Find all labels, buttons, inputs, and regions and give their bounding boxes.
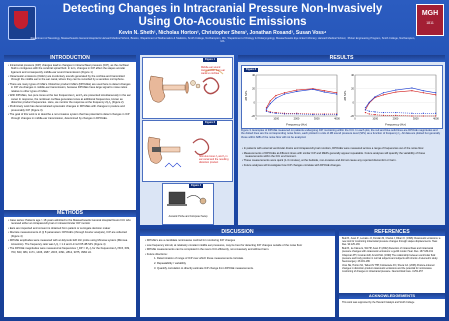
x-tick-label: 1000: [372, 117, 379, 121]
figure-2-callout: Stimulus tones f₁ and f₂ in ear canal and the resulting distortion product: [199, 155, 229, 164]
y-tick-label: 20: [252, 87, 255, 91]
plot-area: [253, 75, 337, 116]
intro-bullet: • Otoacoustic emissions (OAE's) are involuntary sounds generated by the cochlea and transmitted through the middle ear to the ear canal, where they can be recorded by a sensitive microphone.: [8, 75, 125, 82]
methods-bullet: • Ears are inspected and consent is obtained from patient or surrogate decision maker: [8, 226, 111, 230]
discussion-item: 2. Repeatability / variability: [154, 261, 186, 265]
data-point: [395, 115, 396, 116]
poster-header: [0, 0, 449, 55]
data-point: [365, 107, 366, 108]
data-point: [395, 91, 396, 92]
discussion-heading: DISCUSSION: [140, 229, 335, 236]
data-point: [365, 109, 366, 110]
data-point: [324, 114, 325, 115]
data-point: [374, 114, 375, 115]
figure-3-caption: Figure 3. Examples of DPOAE measured on patients undergoing ICP monitoring within the ICU. In each plot, the red and blue solid lines are DPOAE magnitudes and the dotted lines are the corresponding noise floors, each plotted in units of dB sound pressure level (SPL) as a function of frequency f₂. All data are plotted but generally those within 6dB of the noise floor will not be analyzed.: [241, 129, 441, 139]
shield-icon: [14, 11, 28, 29]
affiliations: ¹Department of Neurology, Massachusetts General Hospital & Harvard Medical School, Boston, ²Department of Mathematics & Statistics, Smith College, Northampton, MA, ³Department of Otology & Otolaryngology, Massachusetts Eye & Ear Infirmary, Harvard Medical School, ⁴Picker Engineering Program, Smith College, Northampton, MA: [30, 37, 416, 44]
x-tick-label: 3000: [412, 117, 419, 121]
references-heading: REFERENCES: [339, 229, 445, 236]
results-bullet: • Measurements of DPOAEs at different times with similar ICP and MEPs generally appear repeatable. Future analyses will quantify the variability of these measurements within the ICU environment.: [242, 151, 426, 158]
reference-item: Chapman PH, Cosman ER, Arnold MA. (1990) The relationship between ventricular fluid pressure and body position in normal subjects and subjects with shunts: A telemetric study. Neurosurgery. 26:181-189: [342, 254, 438, 263]
intro-bullet: • Intracranial pressure (ICP) changes lead to changes in intracochlear pressure (ICP), as the cochlear fluid is contiguous with the cerebral spinal fluid. In turn, changes in ICP affect the stapes annular ligament and consequently middle-ear sound transmission (Figure 1): [8, 64, 129, 74]
ear-canal-shape: [160, 147, 180, 152]
data-point: [266, 111, 267, 112]
acknowledgements-heading: ACKNOWLEDGEMENTS: [339, 293, 445, 299]
discussion-bullet: • Low frequency stimuli, at relatively constant middle ear pressures, may be best for detecting ICP changes outside of the noise floor: [145, 243, 303, 247]
intro-bullet: • The goal of this work is to describe a non-invasive system that has potential to detect changes in ICP through changes in middle-ear transmission, determined by changes in DPOAEs.: [8, 113, 130, 120]
ear-canal-shape: [163, 85, 185, 90]
methods-bullet: • Case series: Patients age > 18 years admitted to the Massachusetts General Hospital Neuro ICU who received either an intraparenchymal or intraventricular ICP monitor: [8, 219, 131, 226]
results-bullet: • In patients with external ventricular drains and intraparenchymal monitors, DPOAEs were measured across a range of frequencies out of the noise floor.: [242, 147, 425, 150]
data-point: [369, 102, 370, 103]
data-point: [374, 111, 375, 112]
x-tick-label: 4000: [433, 117, 439, 121]
data-point: [435, 113, 436, 114]
data-point: [296, 113, 297, 114]
results-body: [241, 147, 441, 169]
data-point: [435, 94, 436, 95]
left-column: [4, 55, 136, 317]
data-point: [423, 92, 424, 93]
acknowledgements-body: This work was supported by the Harvard Catalyst and Smith College: [342, 301, 415, 304]
y-axis-label: dB SPL: [343, 90, 347, 101]
data-point: [411, 90, 412, 91]
y-tick-label: 0: [352, 101, 354, 105]
dpoae-diagram: [143, 121, 232, 181]
figure-4-caption: Acoustic Probe and Computer Setup: [168, 215, 208, 218]
intro-bullet: • With DPOAEs, two pure tones at the two frequencies f₁ and f₂ are presented simultaneously in the ear canal. In response, the nonlinear cochlea generates tones at additional frequencies, known as distortion product frequencies. Here, we monitor the response at the frequency 2f₁-f₂ (Figure 2).: [8, 94, 131, 104]
data-point: [423, 90, 424, 91]
discussion-bullet: • DPOAE measurements can be completed in the neuro ICU efficiently, non-invasively and without harm.: [145, 248, 270, 252]
data-point: [365, 112, 366, 113]
data-point: [369, 113, 370, 114]
y-tick-label: 40: [252, 74, 255, 77]
mgh-logo-text: MGH: [421, 10, 439, 17]
reference-item: Voss SE, Horton NJ, Tabucchi THP, Folowosele FO, Shera CA. (2006) Posture-induced changes in distortion-product otoacoustic emissions and the potential for noninvasive monitoring of changes in intracranial pressure. Neurocritical Care. 4:251-257: [342, 264, 435, 273]
figure-2-label: Figure 2: [205, 121, 216, 124]
data-point: [435, 115, 436, 116]
y-tick-label: 40: [351, 74, 354, 77]
data-point: [324, 91, 325, 92]
discussion-item: 3. Quantify correlation to directly estimate ICP change from DPOAE measurements.: [154, 266, 254, 270]
plot-area: [352, 75, 436, 116]
dpoae-chart-right: [343, 69, 439, 127]
x-tick-label: 0: [255, 117, 257, 121]
figure-4: [162, 183, 214, 225]
reference-item: Buki B., de Kleine E, Wit HP, Avan P. (2002) Detection of intracochlear and intracranial pressure changes with otoacoustic emissions: a gerbil model. Hear. Res. 167:180-191: [342, 247, 434, 253]
figure-1-callout: Middle-ear sound transmission from ear canal to cochlea: [201, 66, 226, 75]
data-point: [270, 112, 271, 113]
data-point: [374, 96, 375, 97]
data-point: [336, 114, 337, 115]
mgh-logo: [416, 4, 444, 36]
data-point: [395, 89, 396, 90]
data-point: [266, 109, 267, 110]
data-point: [275, 98, 276, 99]
figure-2: [142, 120, 233, 182]
results-bullet: • Future analyses will investigate how ICP changes correlate with DPOAE changes.: [242, 164, 342, 168]
methods-bullet: • Discrete measurements of (i) 8 parameters: DPOAE's (through Fourier analysis), ICP are collected (Figure 4): [8, 231, 127, 238]
laptop-base-shape: [167, 204, 187, 206]
data-point: [296, 89, 297, 90]
intro-bullet: • There are many types of OAE's. Distortion product OAE's (DPOAEs) are used here to detect changes in ICP via changes in middle-ear transmission, because DPOAEs have large signal to noise ratios relative to other types of OAEs.: [8, 83, 131, 93]
discussion-column: [140, 229, 335, 317]
data-point: [383, 92, 384, 93]
data-point: [383, 94, 384, 95]
figure-1-label: Figure 1: [205, 58, 216, 61]
discussion-item: 1. Determination of range of ICP over which these measurements correlate.: [154, 257, 244, 261]
ossicle-shape: [191, 81, 196, 86]
mgh-logo-year: 1811: [426, 21, 434, 25]
x-axis-label: Frequency (Hz): [286, 122, 307, 127]
x-tick-label: 0: [354, 117, 356, 121]
data-point: [336, 94, 337, 95]
data-point: [270, 103, 271, 104]
cochlea-shape: [203, 78, 219, 94]
figure-3: [241, 65, 443, 129]
data-point: [275, 113, 276, 114]
methods-heading: METHODS: [4, 210, 136, 217]
data-point: [423, 113, 424, 114]
methods-bullet: • The DPOAE magnitudes were measured at frequencies f_DP = 2f₁-f₂ for the frequencies f₂=515, 609, 703, 843, 984, 1171, 1406, 1687, 2015, 2391, 2812, 3375, 3984 Hz.: [8, 247, 130, 254]
data-point: [275, 95, 276, 96]
figure-column: [140, 55, 234, 225]
dpoae-chart-left: [244, 69, 340, 127]
discussion-body: [144, 239, 330, 271]
x-tick-label: 4000: [334, 117, 340, 121]
x-axis-label: Frequency (Hz): [385, 122, 406, 127]
introduction-heading: INTRODUCTION: [4, 55, 136, 62]
data-point: [383, 115, 384, 116]
data-point: [296, 91, 297, 92]
data-point: [312, 114, 313, 115]
probe-shape: [152, 147, 161, 152]
intro-bullet: • Preliminary work has demonstrated systematic changes in DPOAEs with changes in posture and presumably ICP (Figure 3).: [8, 105, 125, 112]
x-tick-label: 2000: [293, 117, 300, 121]
data-point: [270, 100, 271, 101]
reference-item: Buki B., Avan P., Lemaire JJ, Dordain M, Chazal J, Ribari O. (1996) Otoacoustic emissions: a new tool for monitoring intracranial pressure changes through stapes displacements. Hear. Res. 94:125-139: [342, 237, 441, 246]
y-tick-label: -20: [350, 115, 354, 118]
poster-title: Detecting Changes in Intracranial Pressure Non-Invasively Using Oto-Acoustic Emissions: [62, 3, 383, 28]
cochlea-shape: [193, 139, 209, 155]
y-tick-label: 20: [351, 87, 354, 91]
x-tick-label: 2000: [392, 117, 399, 121]
data-point: [284, 94, 285, 95]
y-tick-label: -20: [251, 115, 255, 118]
results-bullet: • These measurements were quick (1-3 minutes), at the bedside, non-invasive and did not cause any reported discomfort or harm.: [242, 159, 397, 163]
discussion-bullet: • Future directions:: [145, 252, 168, 256]
figure-1: [142, 57, 233, 119]
data-point: [324, 90, 325, 91]
smith-college-logo: [8, 6, 36, 40]
methods-body: [7, 219, 133, 255]
data-point: [423, 115, 424, 116]
data-point: [395, 112, 396, 113]
x-tick-label: 3000: [313, 117, 320, 121]
references-body: [342, 238, 442, 275]
probe-setup-diagram: [163, 184, 213, 214]
discussion-bullet: • DPOAE's are a candidate noninvasive method for monitoring ICP changes: [145, 239, 236, 242]
x-tick-label: 1000: [273, 117, 280, 121]
probe-tip-shape: [200, 198, 206, 204]
ossicle-shape: [196, 84, 200, 88]
introduction-body: [7, 64, 133, 121]
data-point: [369, 111, 370, 112]
results-heading: RESULTS: [238, 55, 445, 62]
data-point: [312, 89, 313, 90]
outer-ear-shape: [149, 76, 165, 102]
data-point: [336, 92, 337, 93]
y-tick-label: 0: [253, 101, 255, 105]
cable-shape: [187, 195, 201, 200]
y-axis-label: dB SPL: [244, 90, 248, 101]
stimulus-wave: [165, 163, 181, 167]
eardrum-shape: [186, 82, 189, 94]
methods-bullet: • DPOAE amplitudes were measured with an Etymotic ER 10c probe using Mimosa system (Mimosa Acoustics). The frequency ratio was f₂/f₁ = 1.2 and L1=L2=65 dB SPL (Figure 4): [8, 239, 128, 246]
references-column: [339, 229, 445, 317]
figure-3-label: Figure 3: [246, 68, 257, 71]
figure-4-label: Figure 4: [191, 184, 202, 187]
author-list: Kevin N. Sheth¹, Nicholas Horton², Christopher Shera³, Jonathan Rosand¹, Susan Voss⁴: [118, 30, 327, 36]
data-point: [411, 113, 412, 114]
data-point: [383, 112, 384, 113]
data-point: [435, 92, 436, 93]
results-column: [238, 55, 445, 225]
data-point: [411, 87, 412, 88]
data-point: [411, 115, 412, 116]
laptop-shape: [169, 192, 185, 204]
data-point: [284, 113, 285, 114]
data-point: [284, 92, 285, 93]
